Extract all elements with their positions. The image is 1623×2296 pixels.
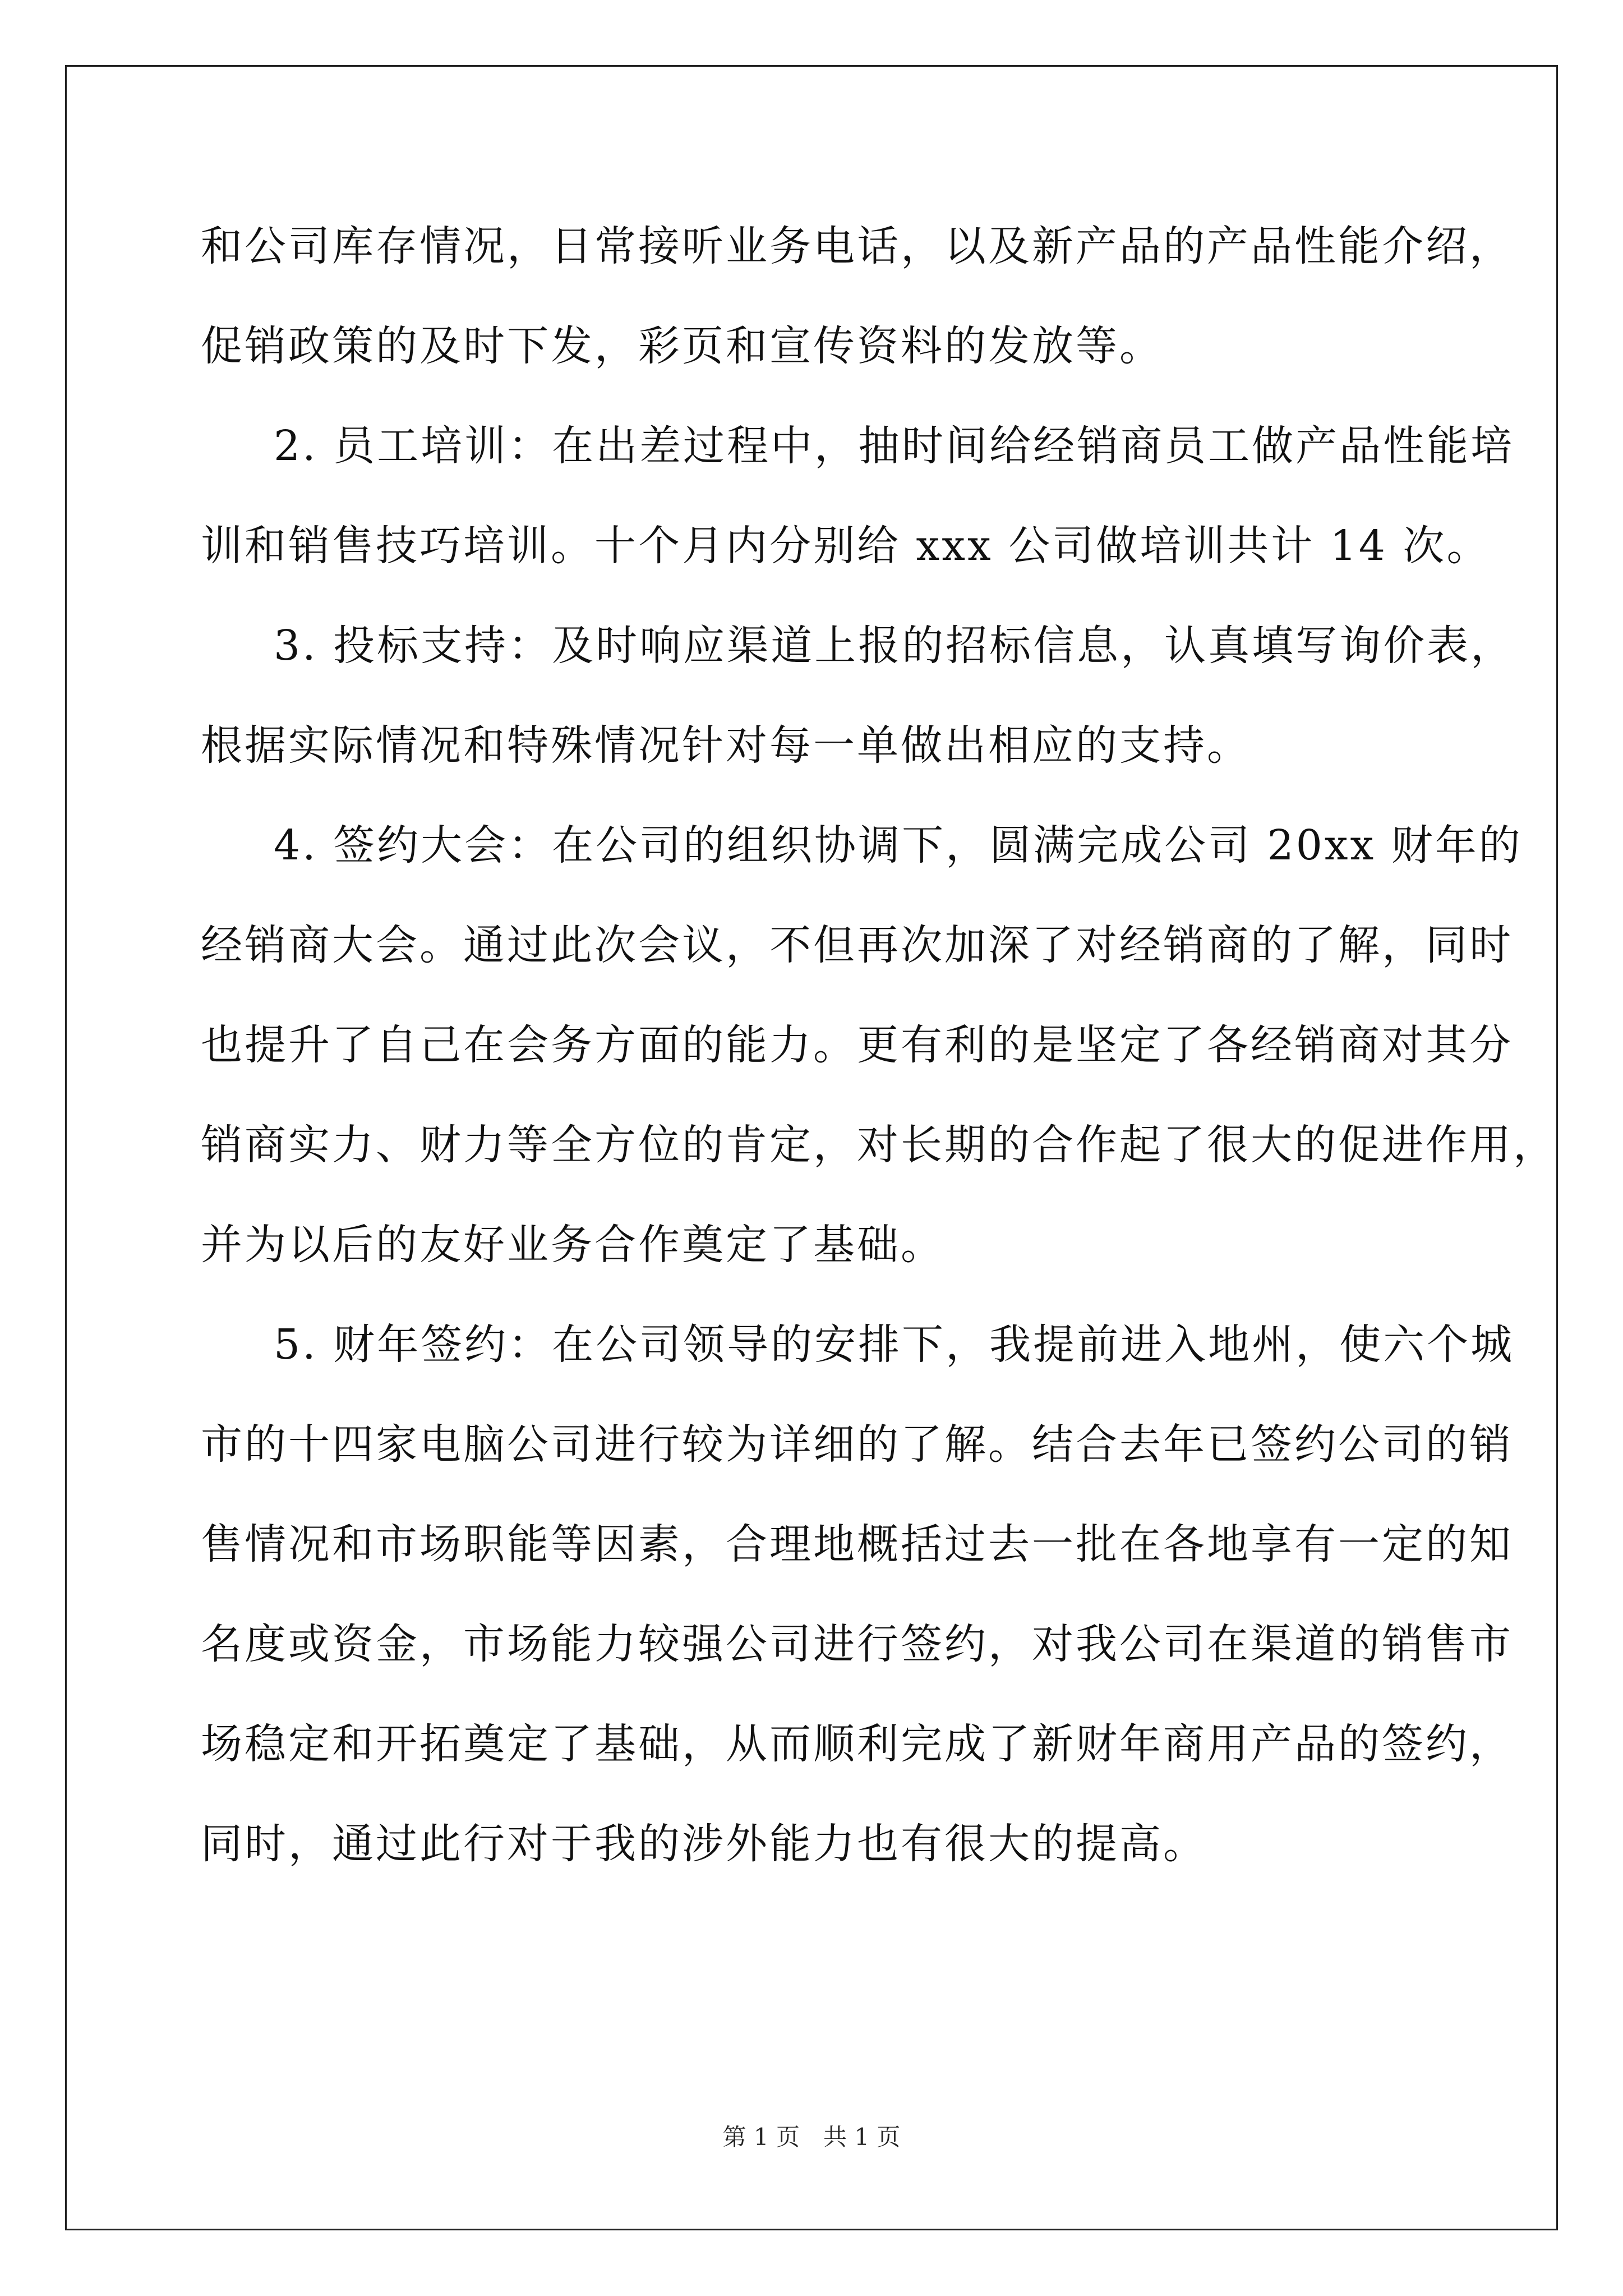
text-line: 和公司库存情况，日常接听业务电话，以及新产品的产品性能介绍，	[201, 222, 1513, 270]
text-line: 训和销售技巧培训。十个月内分别给 xxx 公司做培训共计 14 次。	[201, 522, 1491, 570]
text-line-item-2: 2. 员工培训：在出差过程中，抽时间给经销商员工做产品性能培	[274, 422, 1515, 470]
text-line-item-5: 5. 财年签约：在公司领导的安排下，我提前进入地州，使六个城	[274, 1320, 1515, 1369]
text-line: 同时，通过此行对于我的涉外能力也有很大的提高。	[201, 1820, 1207, 1868]
text-line: 销商实力、财力等全方位的肯定，对长期的合作起了很大的促进作用，	[201, 1121, 1557, 1169]
text-line: 名度或资金，市场能力较强公司进行签约，对我公司在渠道的销售市	[201, 1620, 1513, 1668]
page-number-label: 第 1 页 共 1 页	[722, 2123, 901, 2151]
text-line: 经销商大会。通过此次会议，不但再次加深了对经销商的了解，同时	[201, 921, 1513, 969]
text-line: 促销政策的及时下发，彩页和宣传资料的发放等。	[201, 322, 1163, 370]
page-footer	[0, 2120, 1623, 2154]
text-line: 市的十四家电脑公司进行较为详细的了解。结合去年已签约公司的销	[201, 1420, 1513, 1469]
text-line-item-3: 3. 投标支持：及时响应渠道上报的招标信息，认真填写询价表，	[274, 622, 1515, 670]
text-line: 根据实际情况和特殊情况针对每一单做出相应的支持。	[201, 721, 1251, 770]
document-body	[201, 196, 1557, 1894]
text-line-item-4: 4. 签约大会：在公司的组织协调下，圆满完成公司 20xx 财年的	[274, 821, 1523, 869]
text-line: 并为以后的友好业务合作奠定了基础。	[201, 1221, 944, 1269]
text-line: 场稳定和开拓奠定了基础，从而顺利完成了新财年商用产品的签约，	[201, 1720, 1513, 1768]
text-line: 也提升了自己在会务方面的能力。更有利的是坚定了各经销商对其分	[201, 1021, 1513, 1069]
text-line: 售情况和市场职能等因素，合理地概括过去一批在各地享有一定的知	[201, 1520, 1513, 1568]
